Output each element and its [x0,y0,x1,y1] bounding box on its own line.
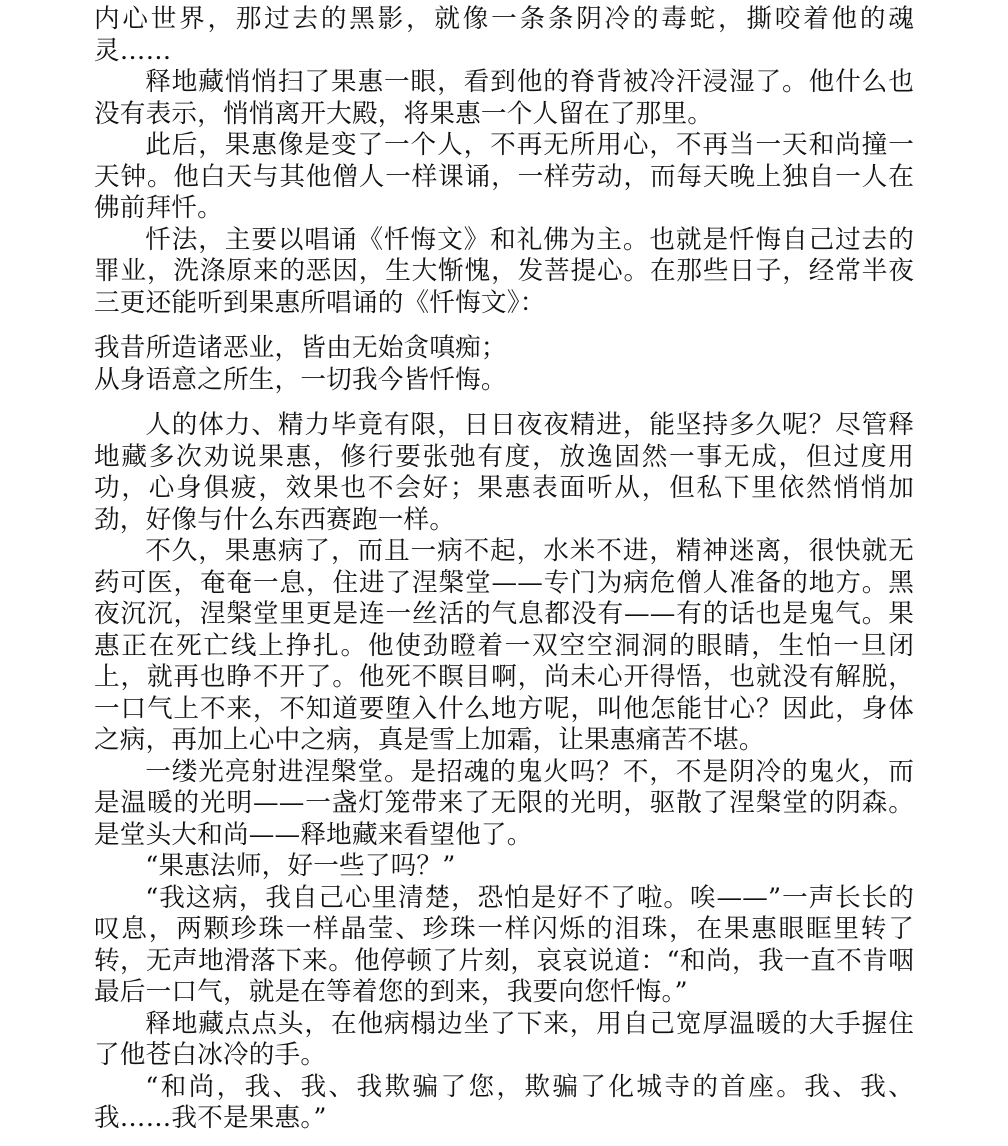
paragraph-4: 忏法，主要以唱诵《忏悔文》和礼佛为主。也就是忏悔自己过去的罪业，洗涤原来的恶因，生大惭愧，发菩提心。在那些日子，经常半夜三更还能听到果惠所唱诵的《忏悔文》： [94,224,914,318]
paragraph-3: 此后，果惠像是变了一个人，不再无所用心，不再当一天和尚撞一天钟。他白天与其他僧人一样课诵，一样劳动，而每天晚上独自一人在佛前拜忏。 [94,130,914,223]
paragraph-10: 释地藏点点头，在他病榻边坐了下来，用自己宽厚温暖的大手握住了他苍白冰冷的手。 [94,1008,914,1070]
verse-line-2: 从身语意之所生，一切我今皆忏悔。 [94,364,507,395]
verse-line-1: 我昔所造诸恶业，皆由无始贪嗔痴； [94,333,507,363]
paragraph-5: 人的体力、精力毕竟有限，日日夜夜精进，能坚持多久呢？尽管释地藏多次劝说果惠，修行要张弛有度，放逸固然一事无成，但过度用功，心身俱疲，效果也不会好；果惠表面听从，但私下里依然悄悄加劲，好像与什么东西赛跑一样。 [94,410,914,535]
paragraph-1: 内心世界，那过去的黑影，就像一条条阴冷的毒蛇，撕咬着他的魂灵…… [94,4,914,66]
repentance-verse [94,333,914,396]
paragraph-8: “果惠法师，好一些了吗？” [145,851,456,881]
paragraph-2: 释地藏悄悄扫了果惠一眼，看到他的脊背被冷汗浸湿了。他什么也没有表示，悄悄离开大殿，将果惠一个人留在了那里。 [94,67,914,129]
paragraph-6: 不久，果惠病了，而且一病不起，水米不进，精神迷离，很快就无药可医，奄奄一息，住进了涅槃堂——专门为病危僧人准备的地方。黑夜沉沉，涅槃堂里更是连一丝活的气息都没有——有的话也是鬼气。果惠正在死亡线上挣扎。他使劲瞪着一双空空洞洞的眼睛，生怕一旦闭上，就再也睁不开了。他死不瞑目啊，尚未心开得悟，也就没有解脱，一口气上不来，不知道要堕入什么地方呢，叫他怎能甘心？因此，身体之病，再加上心中之病，真是雪上加霜，让果惠痛苦不堪。 [94,536,914,755]
paragraph-7: 一缕光亮射进涅槃堂。是招魂的鬼火吗？不，不是阴冷的鬼火，而是温暖的光明——一盏灯笼带来了无限的光明，驱散了涅槃堂的阴森。是堂头大和尚——释地藏来看望他了。 [94,756,914,850]
document-page [94,4,914,1144]
paragraph-9: “我这病，我自己心里清楚，恐怕是好不了啦。唉——”一声长长的叹息，两颗珍珠一样晶莹、珍珠一样闪烁的泪珠，在果惠眼眶里转了转，无声地滑落下来。他停顿了片刻，哀哀说道：“和尚，我一直不肯咽最后一口气，就是在等着您的到来，我要向您忏悔。” [94,882,914,1007]
paragraph-11: “和尚，我、我、我欺骗了您，欺骗了化城寺的首座。我、我、我……我不是果惠。” [94,1071,914,1133]
